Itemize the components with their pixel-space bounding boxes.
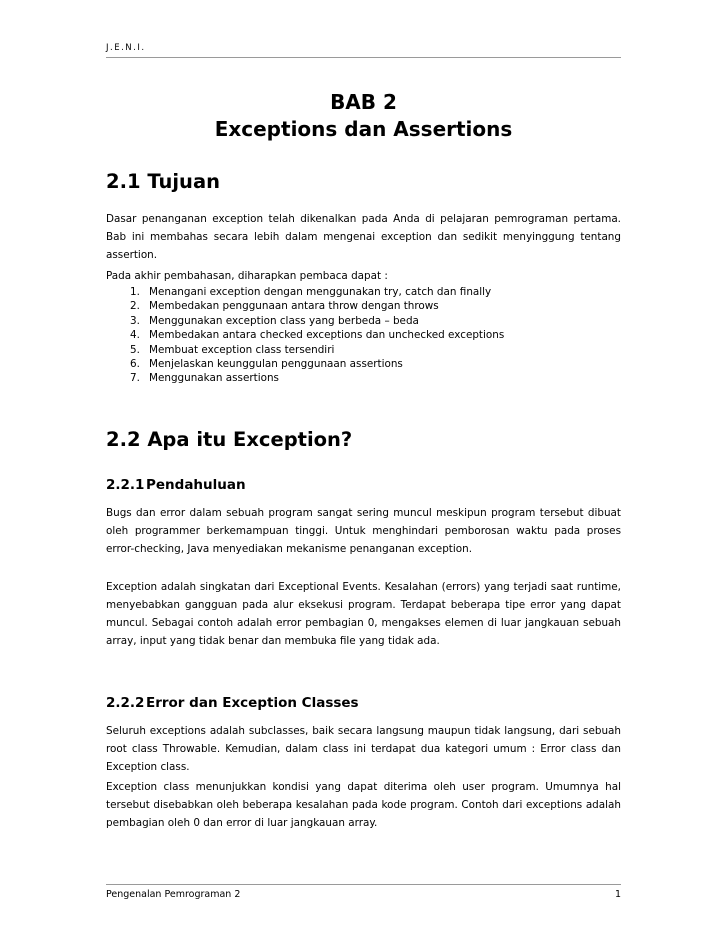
section-heading-apa-itu-exception: 2.2 Apa itu Exception?	[106, 428, 353, 451]
paragraph-objectives-intro: Pada akhir pembahasan, diharapkan pembaca dapat :	[106, 270, 388, 282]
subsection-number: 2.2.1	[106, 477, 145, 493]
subsection-heading-error-exception-classes	[106, 694, 359, 712]
paragraph-pendahuluan-1: Bugs dan error dalam sebuah program sangat sering muncul meskipun program tersebut dibuat oleh programmer berkemampuan tinggi. Untuk menghindari pemborosan waktu pada proses error-checking, Java menyediakan mekanisme penanganan exception.	[106, 507, 621, 555]
list-item	[130, 285, 504, 299]
paragraph-error-classes-2: Exception class menunjukkan kondisi yang dapat diterima oleh user program. Umumnya hal tersebut disebabkan oleh beberapa kesalahan pada kode program. Contoh dari exceptions adalah pembagian oleh 0 dan error di luar jangkauan array.	[106, 781, 621, 829]
paragraph-error-classes-1: Seluruh exceptions adalah subclasses, baik secara langsung maupun tidak langsung, dari sebuah root class Throwable. Kemudian, dalam class ini terdapat dua kategori umum : Error class dan Exception class.	[106, 725, 621, 773]
list-item-text: Membedakan penggunaan antara throw dengan throws	[149, 300, 439, 313]
list-item-text: Menjelaskan keunggulan penggunaan assertions	[149, 358, 403, 371]
list-item-number: 6.	[130, 358, 140, 371]
list-item-number: 5.	[130, 343, 140, 356]
list-item-text: Membuat exception class tersendiri	[149, 343, 335, 356]
list-item-number: 2.	[130, 300, 140, 313]
page-number: 1	[614, 889, 621, 900]
list-item-text: Menggunakan exception class yang berbeda – beda	[149, 314, 419, 327]
paragraph-tujuan-intro: Dasar penanganan exception telah dikenalkan pada Anda di pelajaran pemrograman pertama. Bab ini membahas secara lebih dalam mengenai exception dan sedikit menyinggung tentang assertion.	[106, 213, 621, 261]
list-item	[130, 299, 504, 313]
subsection-number: 2.2.2	[106, 695, 145, 711]
chapter-number: BAB 2	[330, 90, 397, 114]
subsection-heading-pendahuluan	[106, 476, 246, 494]
header-rule	[106, 57, 621, 58]
paragraph-pendahuluan-2: Exception adalah singkatan dari Exceptional Events. Kesalahan (errors) yang terjadi saat runtime, menyebabkan gangguan pada alur eksekusi program. Terdapat beberapa tipe error yang dapat muncul. Sebagai contoh adalah error pembagian 0, mengakses elemen di luar jangkauan sebuah array, input yang tidak benar dan membuka file yang tidak ada.	[106, 581, 621, 647]
list-item-text: Menggunakan assertions	[149, 372, 279, 385]
list-item-number: 4.	[130, 329, 140, 342]
list-item-text: Menangani exception dengan menggunakan try, catch dan finally	[149, 286, 492, 298]
section-heading-tujuan: 2.1 Tujuan	[106, 170, 220, 193]
list-item-number: 1.	[130, 286, 140, 298]
subsection-title: Error dan Exception Classes	[146, 695, 359, 711]
running-header: J.E.N.I.	[106, 43, 146, 53]
chapter-title: Exceptions dan Assertions	[214, 117, 513, 141]
list-item	[130, 343, 504, 357]
list-item	[130, 371, 504, 385]
list-item	[130, 357, 504, 371]
list-item	[130, 328, 504, 342]
subsection-title: Pendahuluan	[146, 477, 246, 493]
list-item-text: Membedakan antara checked exceptions dan unchecked exceptions	[149, 329, 505, 342]
list-item-number: 7.	[130, 372, 140, 385]
list-item	[130, 314, 504, 328]
objectives-list	[130, 285, 504, 386]
running-footer: Pengenalan Pemrograman 2	[106, 889, 241, 900]
list-item-number: 3.	[130, 314, 140, 327]
footer-rule	[106, 884, 621, 885]
